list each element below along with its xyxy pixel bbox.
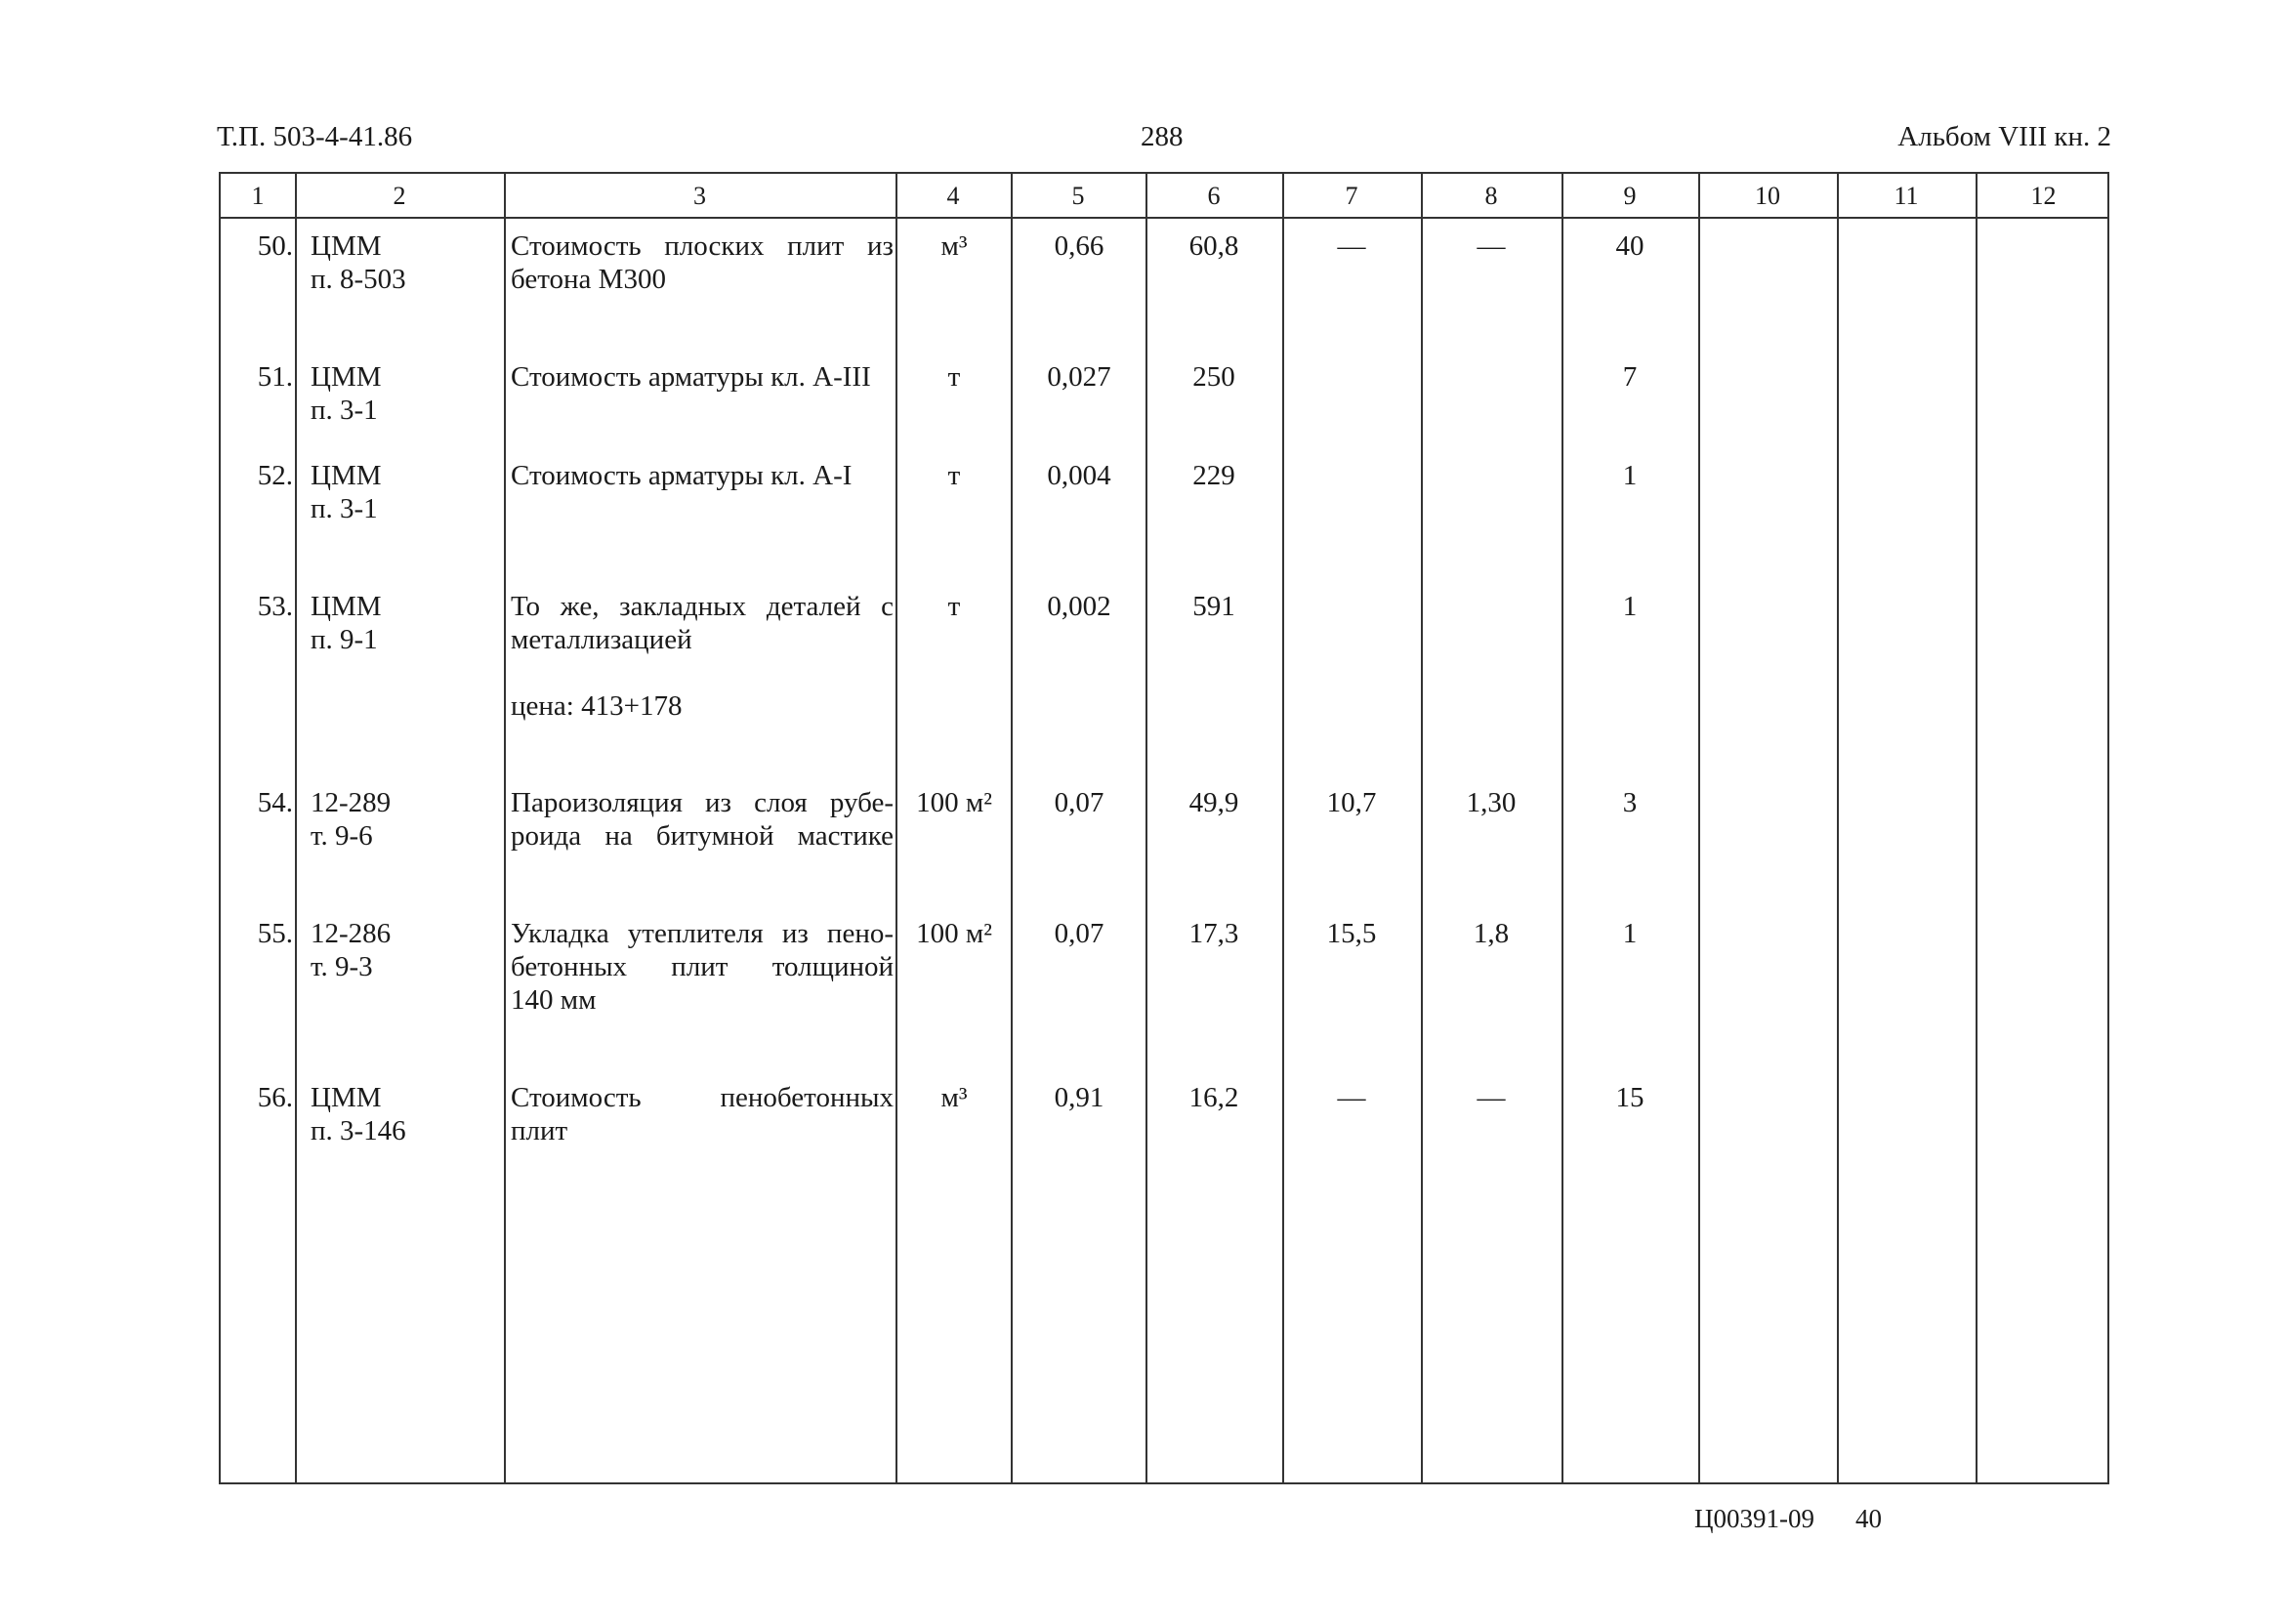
row-number: 53. (257, 591, 293, 622)
price-code: ЦММ п. 3-1 (311, 361, 382, 426)
row-number: 55. (257, 918, 293, 949)
total-cost: 15 (1615, 1082, 1645, 1113)
column-number: 3 (693, 182, 706, 210)
col-8-value: — (1477, 1082, 1506, 1113)
unit: 100 м² (916, 787, 992, 818)
unit-cost: 60,8 (1188, 230, 1239, 262)
work-description: Стоимость арматуры кл. А-I (511, 460, 853, 491)
price-note: цена: 413+178 (511, 690, 683, 722)
unit-cost: 229 (1192, 460, 1235, 491)
quantity: 0,91 (1054, 1082, 1104, 1113)
unit: м³ (940, 1082, 968, 1113)
unit: т (947, 460, 961, 491)
page-number: 288 (1141, 121, 1184, 152)
col-8-value: — (1477, 230, 1506, 262)
unit: т (947, 591, 961, 622)
col-7-value: — (1337, 230, 1366, 262)
price-code: 12-286 т. 9-3 (311, 918, 392, 982)
price-code: 12-289 т. 9-6 (311, 787, 392, 852)
work-description: Пароизоляция из слоя рубе- роида на битумной мастике (511, 787, 894, 852)
unit-cost: 49,9 (1188, 787, 1239, 818)
work-description: Стоимость арматуры кл. А-III (511, 361, 871, 393)
price-code: ЦММ п. 3-146 (311, 1082, 406, 1146)
unit-cost: 591 (1192, 591, 1235, 622)
total-cost: 3 (1622, 787, 1638, 818)
quantity: 0,027 (1047, 361, 1111, 393)
total-cost: 1 (1622, 460, 1638, 491)
column-number: 10 (1755, 182, 1780, 210)
doc-designation: Т.П. 503-4-41.86 (217, 121, 413, 152)
unit: 100 м² (916, 918, 992, 949)
row-number: 56. (257, 1082, 293, 1113)
column-number: 11 (1894, 182, 1919, 210)
unit-cost: 17,3 (1188, 918, 1239, 949)
col-8-value: 1,8 (1473, 918, 1510, 949)
column-number: 12 (2030, 182, 2057, 210)
row-number: 51. (257, 361, 293, 393)
total-cost: 7 (1622, 361, 1638, 393)
work-description: Стоимость пенобетонных плит (511, 1082, 894, 1146)
column-number: 7 (1345, 182, 1358, 210)
work-description: То же, закладных деталей с металлизацией цена: 413+178 (511, 591, 894, 722)
column-number: 8 (1484, 182, 1498, 210)
column-number: 2 (393, 182, 406, 210)
col-7-value: 15,5 (1326, 918, 1377, 949)
row-number: 54. (257, 787, 293, 818)
col-7-value: 10,7 (1326, 787, 1377, 818)
quantity: 0,004 (1047, 460, 1111, 491)
quantity: 0,66 (1054, 230, 1104, 262)
work-description: Стоимость плоских плит из бетона М300 (511, 230, 894, 295)
total-cost: 40 (1615, 230, 1645, 262)
row-number: 52. (257, 460, 293, 491)
column-number: 4 (946, 182, 960, 210)
total-cost: 1 (1622, 591, 1638, 622)
column-number: 1 (251, 182, 265, 210)
unit: т (947, 361, 961, 393)
quantity: 0,002 (1047, 591, 1111, 622)
unit-cost: 16,2 (1188, 1082, 1239, 1113)
col-7-value: — (1337, 1082, 1366, 1113)
document-code: Ц00391-09 (1694, 1504, 1814, 1533)
sheet-number: 40 (1855, 1504, 1882, 1533)
album-label: Альбом VIII кн. 2 (1897, 121, 2111, 152)
price-code: ЦММ п. 3-1 (311, 460, 382, 524)
price-code: ЦММ п. 9-1 (311, 591, 382, 655)
row-number: 50. (257, 230, 293, 262)
column-number: 6 (1207, 182, 1221, 210)
estimate-table (219, 172, 2109, 1484)
column-number: 5 (1071, 182, 1085, 210)
col-8-value: 1,30 (1466, 787, 1517, 818)
total-cost: 1 (1622, 918, 1638, 949)
work-description: Укладка утеплителя из пено- бетонных плит толщиной 140 мм (511, 918, 894, 1016)
column-number: 9 (1623, 182, 1637, 210)
unit-cost: 250 (1192, 361, 1235, 393)
unit: м³ (940, 230, 968, 262)
quantity: 0,07 (1054, 787, 1104, 818)
quantity: 0,07 (1054, 918, 1104, 949)
price-code: ЦММ п. 8-503 (311, 230, 406, 295)
